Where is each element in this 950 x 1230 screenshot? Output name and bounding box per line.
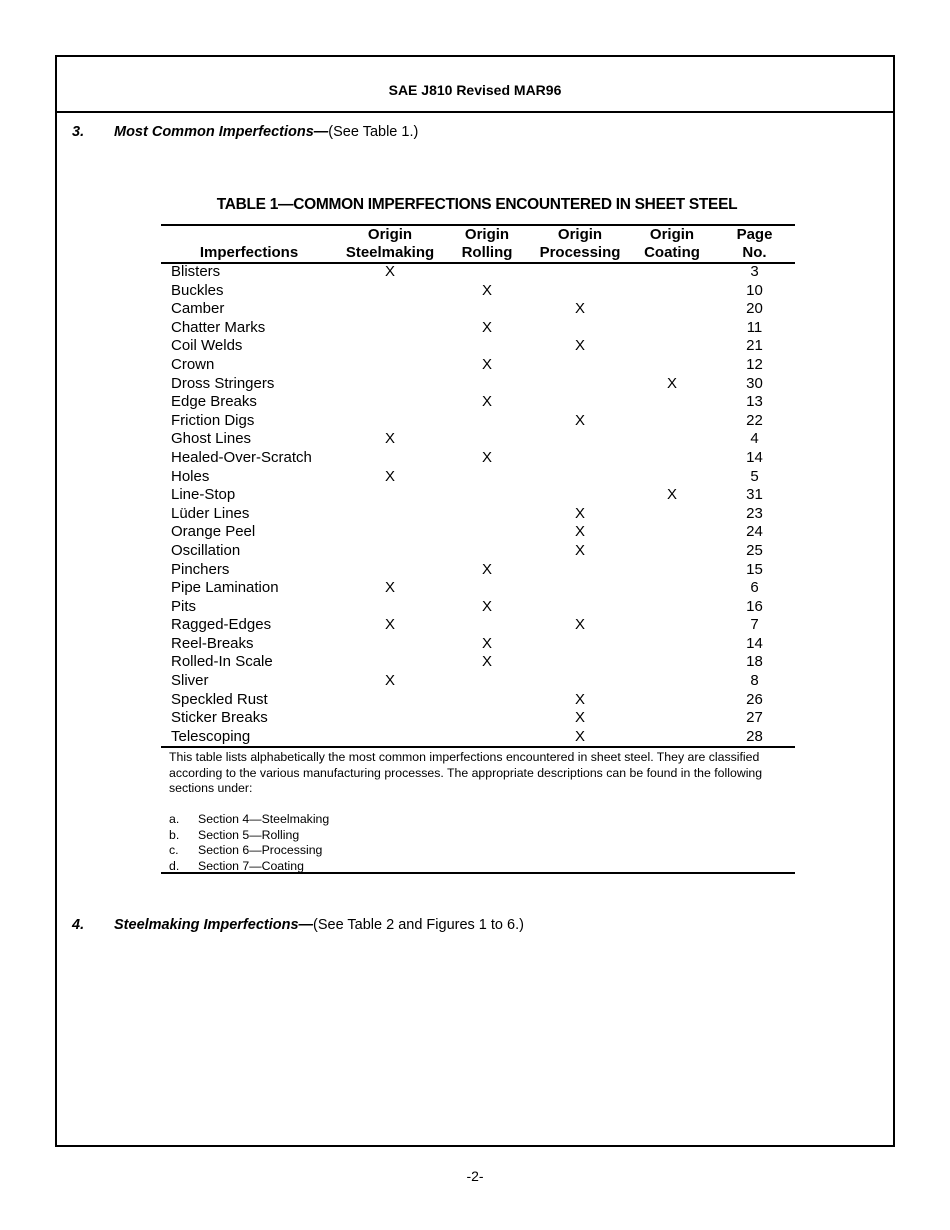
processing-mark: X (574, 523, 585, 541)
section-list (169, 812, 469, 874)
imperfection-name: Buckles (171, 281, 224, 299)
page-number-cell: 8 (750, 672, 759, 690)
column-header-imperfections: Imperfections (199, 244, 299, 261)
steelmaking-mark: X (384, 263, 395, 280)
column-header-page-no: Page No. (736, 226, 773, 261)
imperfection-name: Coil Welds (171, 337, 243, 355)
page-number-cell: 7 (750, 616, 759, 634)
page-header (57, 57, 893, 113)
page-number-cell: 13 (746, 393, 763, 411)
page-number-cell: 18 (746, 653, 763, 671)
imperfection-name: Telescoping (171, 727, 251, 745)
imperfection-name: Crown (171, 355, 215, 373)
table-row (161, 709, 795, 728)
rolling-mark: X (481, 318, 492, 336)
processing-mark: X (574, 541, 585, 559)
page-number-cell: 24 (746, 523, 763, 541)
page-number-cell: 27 (746, 709, 763, 727)
coating-mark: X (666, 486, 677, 504)
table-row (161, 282, 795, 301)
page-number-cell: 20 (746, 300, 763, 318)
page-number-cell: 30 (746, 374, 763, 392)
processing-mark: X (574, 690, 585, 708)
list-item: a. Section 4—Steelmaking (169, 812, 330, 826)
steelmaking-mark: X (384, 467, 395, 485)
section-reference: (See Table 1.) (328, 124, 419, 140)
page-number-cell: 10 (746, 281, 763, 299)
page-number-cell: 11 (746, 318, 763, 336)
rolling-mark: X (481, 653, 492, 671)
page-number-cell: 4 (750, 430, 759, 448)
section-number: 3. (72, 124, 85, 140)
steelmaking-mark: X (384, 430, 395, 448)
imperfection-name: Healed-Over-Scratch (171, 448, 312, 466)
table-row (161, 728, 795, 747)
table-body-rule (161, 746, 795, 748)
list-item: b. Section 5—Rolling (169, 827, 300, 842)
section-title: Steelmaking Imperfections— (114, 917, 314, 933)
page-number-cell: 16 (746, 597, 763, 615)
imperfection-name: Ragged-Edges (171, 616, 272, 634)
imperfection-name: Lüder Lines (171, 504, 250, 522)
table-row (161, 356, 795, 375)
page-number-cell: 31 (746, 486, 763, 504)
table-row (161, 393, 795, 412)
processing-mark: X (574, 300, 585, 318)
table-row (161, 263, 795, 282)
page-number-cell: 5 (750, 467, 759, 485)
column-header-rolling: Origin Rolling (461, 226, 513, 261)
processing-mark: X (574, 727, 585, 745)
page-number-cell: 3 (750, 263, 759, 280)
rolling-mark: X (481, 634, 492, 652)
table-body (161, 263, 795, 746)
rolling-mark: X (481, 597, 492, 615)
page-number-cell: 23 (746, 504, 763, 522)
page-number: -2- (466, 1168, 484, 1184)
steelmaking-mark: X (384, 672, 395, 690)
page-number-cell: 25 (746, 541, 763, 559)
page-number-cell: 12 (746, 355, 763, 373)
page-number-cell: 15 (746, 560, 763, 578)
imperfection-name: Sliver (171, 672, 209, 690)
table-row (161, 449, 795, 468)
imperfection-name: Edge Breaks (171, 393, 257, 411)
rolling-mark: X (481, 281, 492, 299)
list-item: c. Section 6—Processing (169, 843, 323, 857)
section-number: 4. (72, 917, 85, 933)
table-row (161, 561, 795, 580)
processing-mark: X (574, 337, 585, 355)
section-4-heading (72, 917, 524, 933)
table-row (161, 505, 795, 524)
table-row (161, 691, 795, 710)
imperfection-name: Reel-Breaks (171, 634, 254, 652)
table-row (161, 523, 795, 542)
table-bottom-rule (161, 872, 795, 874)
rolling-mark: X (481, 355, 492, 373)
page-number-cell: 28 (746, 727, 763, 745)
table-row (161, 430, 795, 449)
table-row (161, 672, 795, 691)
table-row (161, 653, 795, 672)
table-note: This table lists alphabetically the most common imperfections encountered in sheet steel. They are classified according to the various manufacturing processes. The appropriate descriptions can be found in the following sections under: (169, 750, 763, 795)
steelmaking-mark: X (384, 616, 395, 634)
table-row (161, 300, 795, 319)
imperfection-name: Camber (171, 300, 225, 318)
imperfection-name: Dross Stringers (171, 374, 275, 392)
table-row (161, 635, 795, 654)
table-row (161, 337, 795, 356)
imperfection-name: Pits (171, 597, 197, 615)
table-row (161, 579, 795, 598)
processing-mark: X (574, 616, 585, 634)
coating-mark: X (666, 374, 677, 392)
table-title: TABLE 1—COMMON IMPERFECTIONS ENCOUNTERED IN SHEET STEEL (216, 196, 738, 213)
table-row (161, 486, 795, 505)
section-reference: (See Table 2 and Figures 1 to 6.) (313, 917, 524, 933)
section-title: Most Common Imperfections— (114, 124, 329, 140)
table-row (161, 616, 795, 635)
rolling-mark: X (481, 393, 492, 411)
steelmaking-mark: X (384, 579, 395, 597)
section-3-heading (72, 124, 418, 140)
imperfection-name: Oscillation (171, 541, 241, 559)
imperfection-name: Speckled Rust (171, 690, 268, 708)
page-number-cell: 14 (746, 448, 763, 466)
rolling-mark: X (481, 448, 492, 466)
list-item: d. Section 7—Coating (169, 858, 304, 873)
imperfection-name: Orange Peel (171, 523, 256, 541)
table-row (161, 468, 795, 487)
table-row (161, 375, 795, 394)
table-row (161, 412, 795, 431)
page-number-cell: 22 (746, 411, 763, 429)
imperfection-name: Chatter Marks (171, 318, 266, 336)
page-number-cell: 26 (746, 690, 763, 708)
processing-mark: X (574, 709, 585, 727)
imperfection-name: Ghost Lines (171, 430, 252, 448)
imperfection-name: Line-Stop (171, 486, 236, 504)
page-number-cell: 6 (750, 579, 759, 597)
column-header-processing: Origin Processing (539, 226, 621, 261)
processing-mark: X (574, 504, 585, 522)
imperfection-name: Holes (171, 467, 210, 485)
column-header-steelmaking: Origin Steelmaking (345, 226, 435, 261)
page-frame (55, 55, 895, 1147)
table-row (161, 319, 795, 338)
imperfection-name: Blisters (171, 263, 221, 280)
imperfection-name: Pinchers (171, 560, 230, 578)
imperfection-name: Sticker Breaks (171, 709, 268, 727)
table-row (161, 598, 795, 617)
imperfection-name: Rolled-In Scale (171, 653, 273, 671)
table-row (161, 542, 795, 561)
imperfection-name: Pipe Lamination (171, 579, 279, 597)
document-title: SAE J810 Revised MAR96 (388, 82, 562, 98)
imperfection-name: Friction Digs (171, 411, 255, 429)
page-number-cell: 21 (746, 337, 763, 355)
rolling-mark: X (481, 560, 492, 578)
processing-mark: X (574, 411, 585, 429)
column-header-coating: Origin Coating (644, 226, 700, 261)
page-number-cell: 14 (746, 634, 763, 652)
